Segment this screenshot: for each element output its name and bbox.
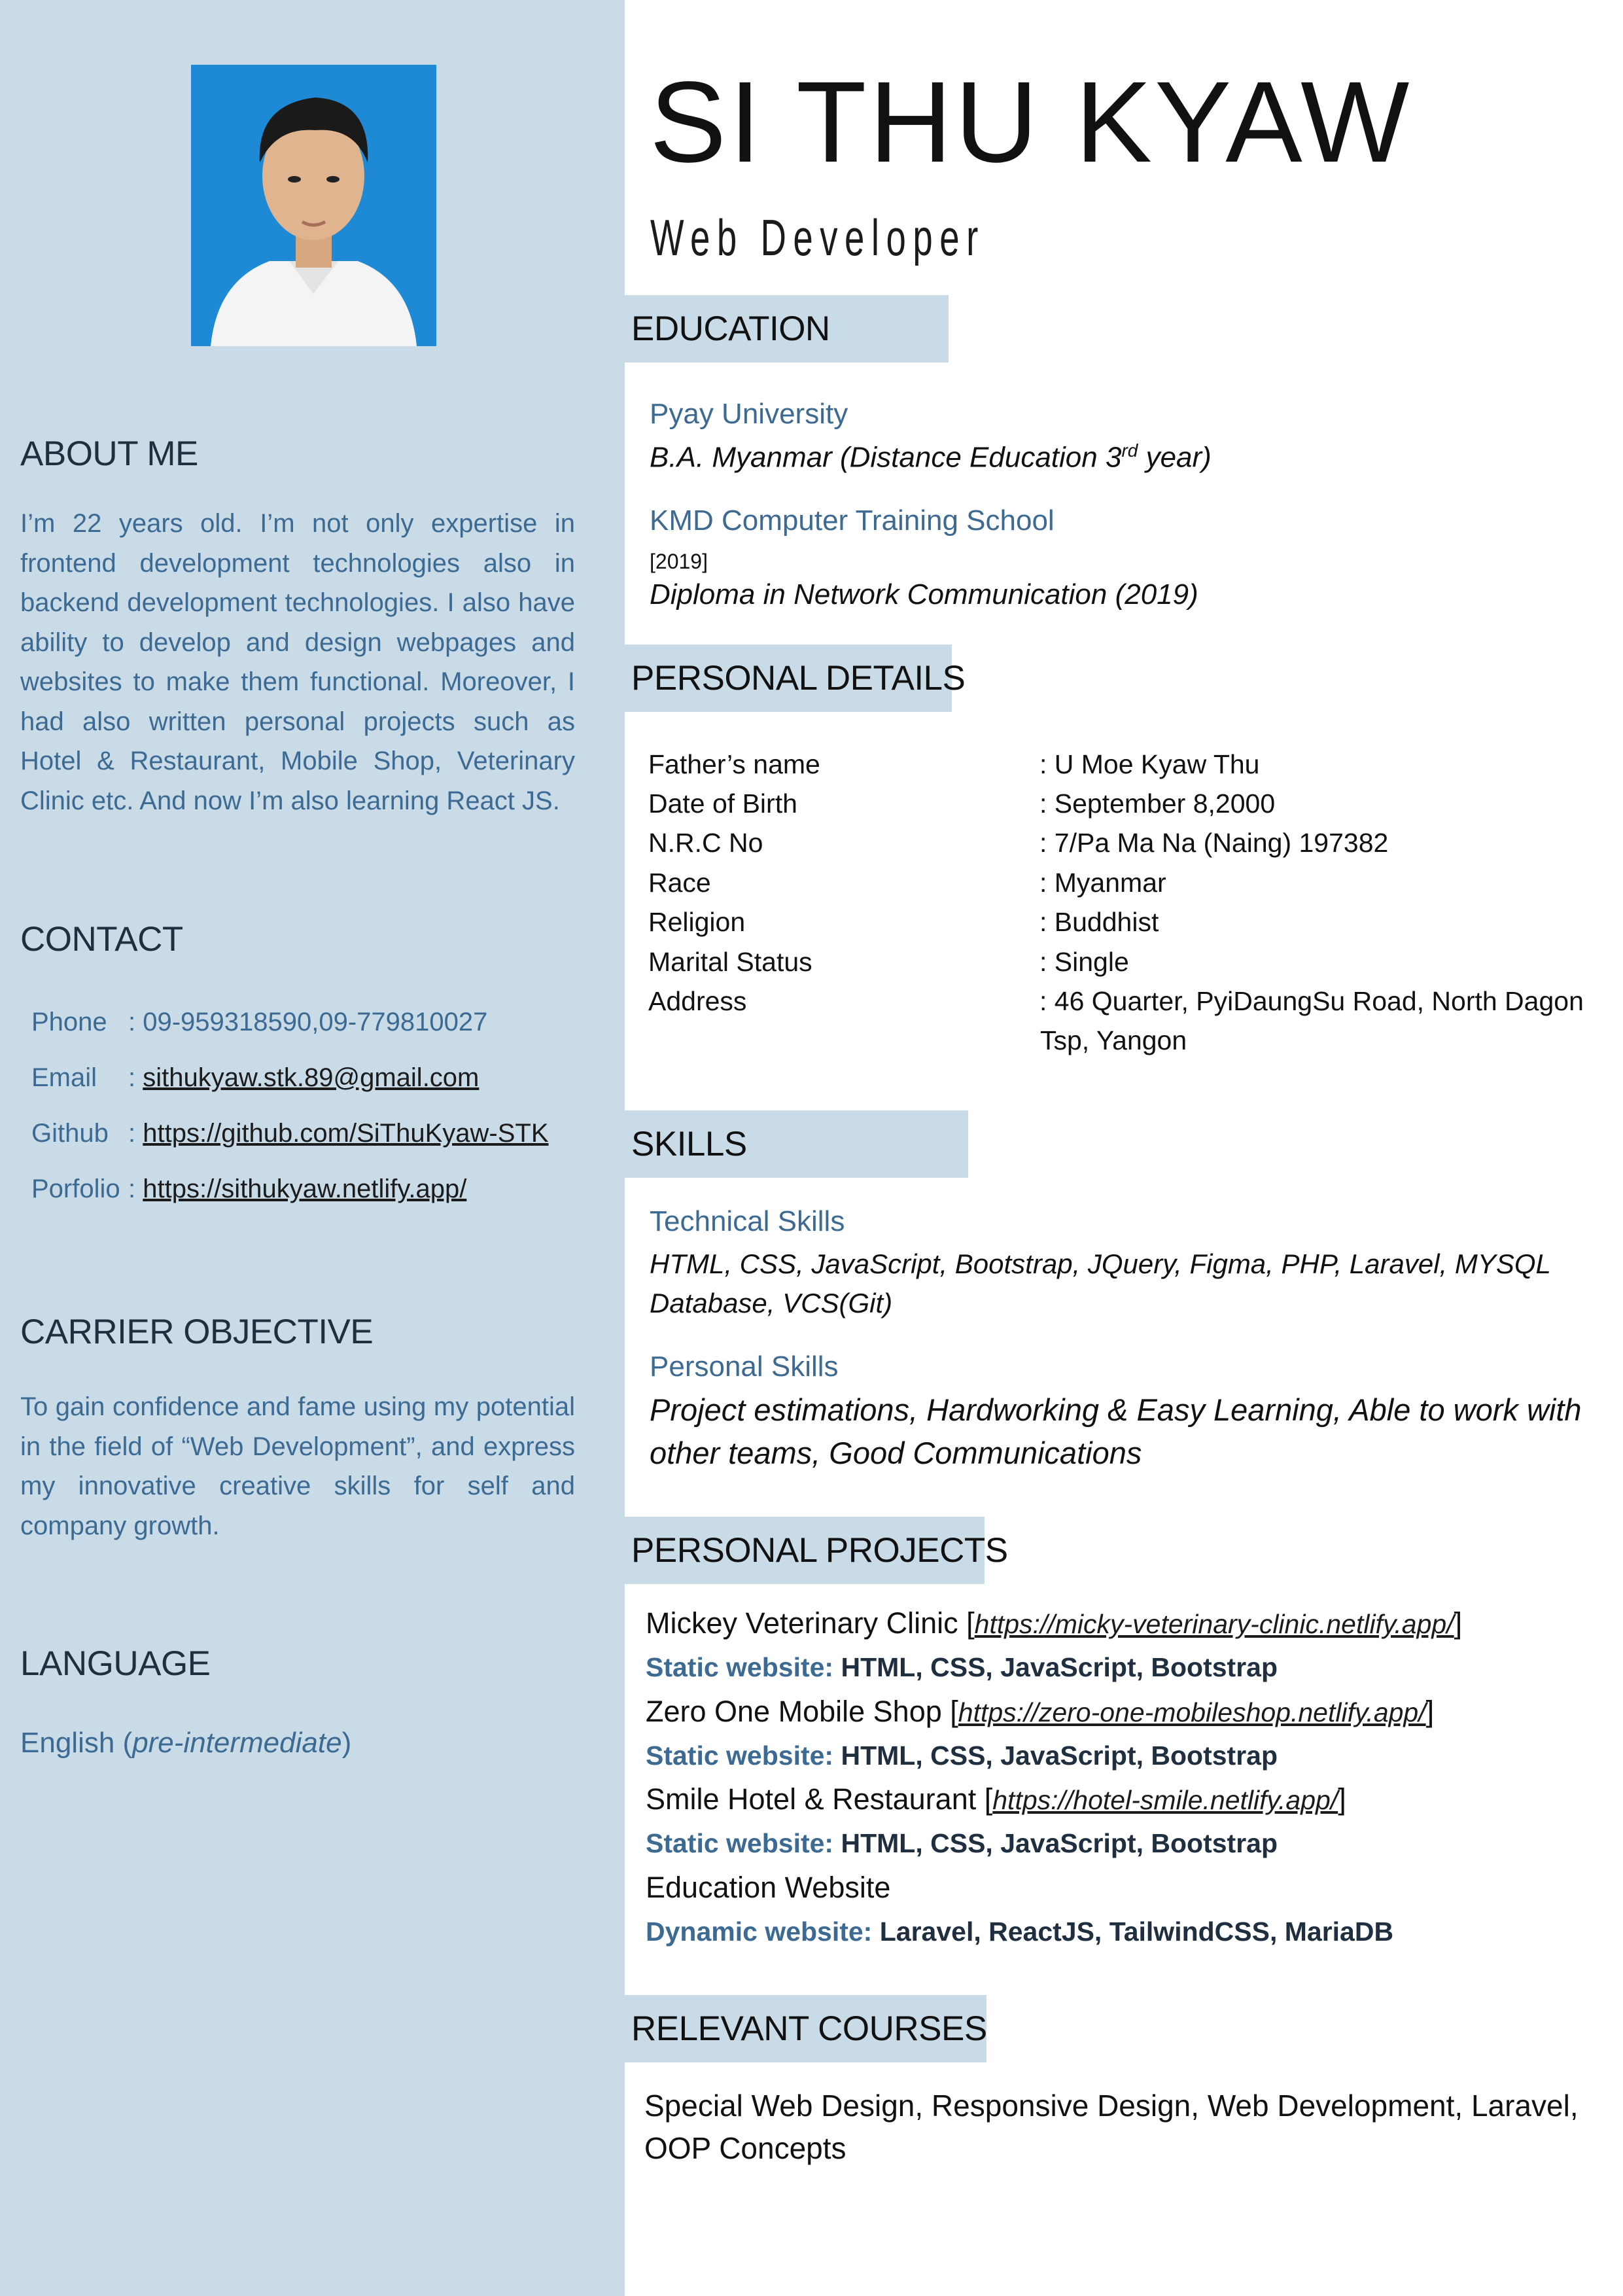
detail-label: Religion: [648, 907, 746, 937]
detail-value: : U Moe Kyaw Thu: [1039, 749, 1260, 779]
courses-text: Special Web Design, Responsive Design, Web Development, Laravel, OOP Concepts: [644, 2089, 1579, 2165]
project-link[interactable]: https://hotel-smile.netlify.app/: [992, 1785, 1338, 1815]
contact-label: Phone: [31, 1008, 107, 1036]
contact-email: [31, 1063, 479, 1093]
contact-label: Email: [31, 1063, 97, 1092]
project-stack: HTML, CSS, JavaScript, Bootstrap: [841, 1828, 1278, 1858]
language-level: pre-intermediate: [132, 1727, 342, 1759]
detail-label: Father’s name: [648, 749, 820, 779]
language-heading: LANGUAGE: [20, 1644, 211, 1683]
detail-value: : 46 Quarter, PyiDaungSu Road, North Dagon: [1039, 986, 1584, 1016]
contact-label: Github: [31, 1119, 109, 1148]
detail-label: Marital Status: [648, 947, 812, 977]
project-stack: HTML, CSS, JavaScript, Bootstrap: [841, 1652, 1278, 1682]
project-title: [646, 1606, 1462, 1640]
contact-github: [31, 1119, 549, 1148]
open-bracket: [: [984, 1782, 993, 1816]
applicant-role: Web Developer: [650, 209, 985, 266]
contact-colon: :: [128, 1119, 136, 1148]
language-text: [20, 1723, 575, 1763]
objective-text: To gain confidence and fame using my potential in the field of “Web Development”, and express my innovative creative skills for self and company growth.: [20, 1392, 575, 1540]
detail-value: : Myanmar: [1039, 868, 1166, 898]
detail-value: : Single: [1039, 947, 1129, 977]
technical-skills-title: Technical Skills: [650, 1205, 845, 1237]
detail-label: N.R.C No: [648, 828, 763, 858]
about-text: I’m 22 years old. I’m not only expertise in frontend development technologies also in backend development technologies. I also have ability to develop and design webpages and websites to make them functional. Moreover, I had also written personal projects such as Hotel & Restaurant, Mobile Shop, Veterinary Clinic etc. And now I’m also learning React JS.: [20, 509, 575, 815]
courses-heading: RELEVANT COURSES: [625, 1995, 986, 2062]
project-type: Dynamic website:: [646, 1916, 880, 1947]
contact-label: Porfolio: [31, 1174, 120, 1203]
project-tech: [646, 1652, 1278, 1683]
degree-sup: rd: [1121, 440, 1138, 461]
detail-label: Address: [648, 986, 747, 1016]
detail-label: Date of Birth: [648, 788, 797, 819]
detail-label: Race: [648, 868, 711, 898]
close-bracket: ]: [1425, 1695, 1435, 1728]
github-link[interactable]: https://github.com/SiThuKyaw-STK: [143, 1119, 549, 1148]
address-continued: Tsp, Yangon: [1040, 1025, 1187, 1055]
project-stack: HTML, CSS, JavaScript, Bootstrap: [841, 1740, 1278, 1771]
language-name: English (: [20, 1727, 133, 1759]
project-type: Static website:: [646, 1652, 841, 1682]
project-name: Mickey Veterinary Clinic: [646, 1606, 967, 1640]
objective-heading: CARRIER OBJECTIVE: [20, 1313, 374, 1351]
projects-heading: PERSONAL PROJECTS: [625, 1517, 985, 1584]
about-heading: ABOUT ME: [20, 434, 198, 473]
technical-skills: HTML, CSS, JavaScript, Bootstrap, JQuery, Figma, PHP, Laravel, MYSQL Database, VCS(Git): [650, 1248, 1551, 1318]
close-bracket: ]: [1338, 1782, 1346, 1816]
project-type: Static website:: [646, 1740, 841, 1771]
detail-value: : Buddhist: [1039, 907, 1159, 937]
open-bracket: [: [966, 1606, 975, 1640]
phone-value: : 09-959318590,09-779810027: [128, 1008, 488, 1036]
school-name: Pyay University: [650, 398, 848, 430]
project-link[interactable]: https://micky-veterinary-clinic.netlify.app/: [974, 1609, 1454, 1639]
detail-value: : 7/Pa Ma Na (Naing) 197382: [1039, 828, 1389, 858]
project-title: [646, 1782, 1346, 1816]
profile-photo: [191, 65, 436, 346]
open-bracket: [: [950, 1695, 958, 1728]
language-close: ): [341, 1727, 352, 1759]
project-name: Zero One Mobile Shop: [646, 1695, 951, 1728]
project-title: [646, 1695, 1434, 1729]
project-name: Education Website: [646, 1871, 891, 1904]
contact-colon: :: [128, 1174, 136, 1203]
detail-value: : September 8,2000: [1039, 788, 1276, 819]
degree: [650, 440, 1212, 474]
project-stack: Laravel, ReactJS, TailwindCSS, MariaDB: [879, 1916, 1394, 1947]
personal-skills: Project estimations, Hardworking & Easy Learning, Able to work with other teams, Good Communications: [650, 1392, 1582, 1470]
project-tech: [646, 1740, 1278, 1771]
personal-details-heading: PERSONAL DETAILS: [625, 645, 952, 712]
school-name: KMD Computer Training School: [650, 504, 1055, 537]
close-bracket: ]: [1454, 1606, 1463, 1640]
project-name: Smile Hotel & Restaurant: [646, 1782, 985, 1816]
education-year: [2019]: [650, 550, 708, 573]
project-tech: [646, 1916, 1393, 1947]
project-type: Static website:: [646, 1828, 841, 1858]
project-link[interactable]: https://zero-one-mobileshop.netlify.app/: [958, 1697, 1426, 1727]
contact-phone: [31, 1008, 487, 1037]
contact-heading: CONTACT: [20, 920, 183, 959]
applicant-name: SI THU KYAW: [650, 58, 1412, 186]
project-tech: [646, 1828, 1278, 1859]
portfolio-link[interactable]: https://sithukyaw.netlify.app/: [143, 1174, 467, 1203]
contact-portfolio: [31, 1174, 466, 1204]
contact-colon: :: [128, 1063, 136, 1092]
personal-skills-title: Personal Skills: [650, 1351, 839, 1383]
education-heading: EDUCATION: [625, 295, 949, 362]
project-title: [646, 1871, 890, 1905]
degree-text-end: year): [1138, 441, 1212, 474]
skills-heading: SKILLS: [625, 1110, 968, 1178]
email-link[interactable]: sithukyaw.stk.89@gmail.com: [143, 1063, 480, 1092]
degree-text: B.A. Myanmar (Distance Education 3: [650, 441, 1122, 474]
degree: Diploma in Network Communication (2019): [650, 578, 1198, 610]
